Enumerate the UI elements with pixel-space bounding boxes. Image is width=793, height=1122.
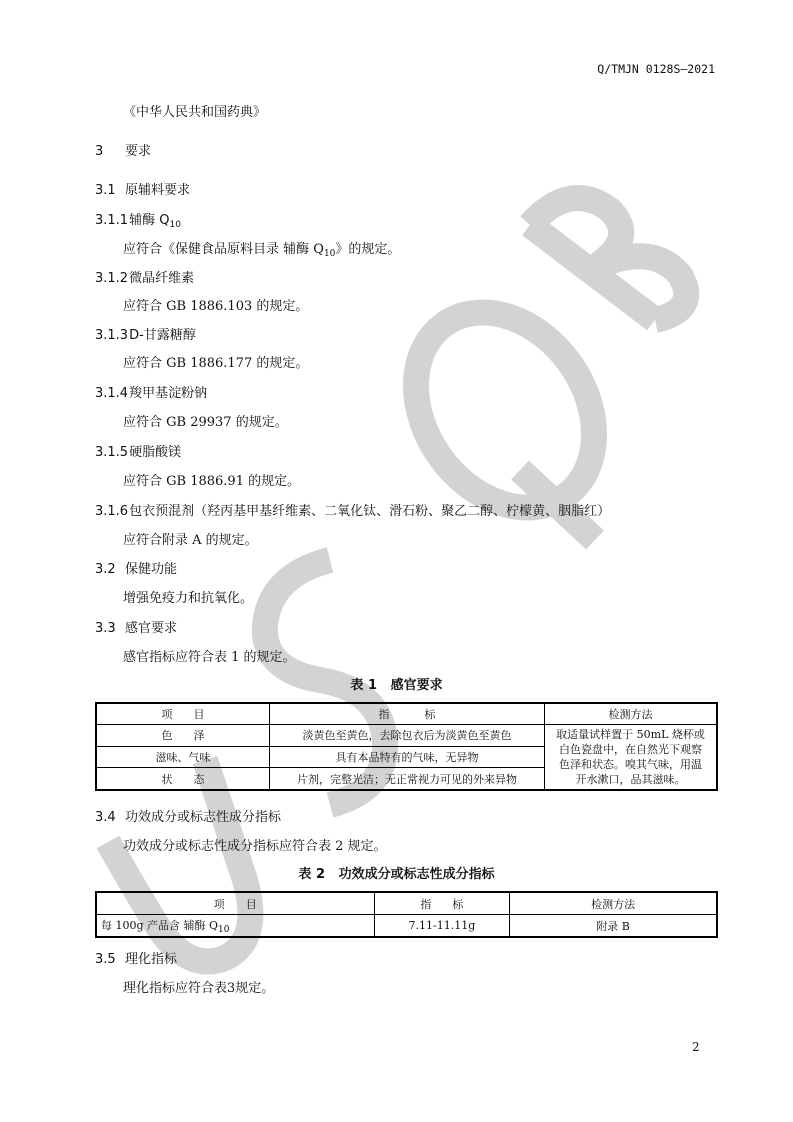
section-3-1-2-heading: 3.1.2 微晶纤维素 bbox=[95, 271, 195, 286]
intro-line: 《中华人民共和国药典》 bbox=[123, 105, 267, 120]
row-value: 片剂，完整光洁；无正常视力可见的外来异物 bbox=[269, 768, 544, 790]
section-3-1-4-text: 应符合 GB 29937 的规定。 bbox=[123, 415, 288, 430]
detection-method-cell: 取适量试样置于 50mL 烧杯或 白色瓷盘中，在自然光下观察 色泽和状态。嗅其气味，用温 开水漱口，品其滋味。 bbox=[545, 725, 717, 791]
section-3-2-text: 增强免疫力和抗氧化。 bbox=[123, 591, 254, 606]
table-row bbox=[96, 915, 717, 938]
row-item: 状 态 bbox=[96, 768, 269, 790]
section-3-2-heading: 3.2 保健功能 bbox=[95, 562, 178, 577]
section-3-5-heading: 3.5 理化指标 bbox=[95, 952, 178, 967]
table-row bbox=[96, 725, 717, 747]
row-value: 7.11-11.11g bbox=[374, 915, 510, 938]
watermark-letter-b bbox=[530, 225, 655, 320]
standard-code: Q/TMJN 0128S—2021 bbox=[597, 62, 715, 76]
page-number: 2 bbox=[692, 1040, 700, 1054]
table-1-caption: 表 1 感官要求 bbox=[350, 678, 443, 693]
column-header-method: 检测方法 bbox=[545, 703, 717, 725]
section-3-1-4-heading: 3.1.4 羧甲基淀粉钠 bbox=[95, 386, 208, 401]
section-3-1-1-heading: 3.1.1 辅酶 $Q_{10}$ bbox=[95, 213, 181, 230]
section-3-4-heading: 3.4 功效成分或标志性成分指标 bbox=[95, 810, 282, 825]
section-3-5-text: 理化指标应符合表3规定。 bbox=[123, 981, 275, 996]
row-method: 附录 B bbox=[510, 915, 717, 938]
column-header-indicator: 指 标 bbox=[374, 892, 510, 915]
column-header-indicator: 指 标 bbox=[269, 703, 544, 725]
section-3-1-1-text: 应符合《保健食品原料目录 辅酶 $Q_{10}$》的规定。 bbox=[123, 242, 401, 259]
table-header-row bbox=[96, 892, 717, 915]
section-3-4-text: 功效成分或标志性成分指标应符合表 2 规定。 bbox=[123, 839, 387, 854]
sensory-requirements-table bbox=[95, 702, 718, 791]
row-item: 每 100g 产品含 辅酶 $Q_{10}$ bbox=[96, 915, 374, 938]
section-3-1-5-text: 应符合 GB 1886.91 的规定。 bbox=[123, 474, 301, 489]
row-value: 具有本品特有的气味，无异物 bbox=[269, 746, 544, 768]
section-3-3-heading: 3.3 感官要求 bbox=[95, 621, 178, 636]
section-3-1-3-heading: 3.1.3 D-甘露糖醇 bbox=[95, 328, 196, 343]
column-header-method: 检测方法 bbox=[510, 892, 717, 915]
table-2-caption: 表 2 功效成分或标志性成分指标 bbox=[298, 867, 495, 882]
section-3-1-heading: 3.1 原辅料要求 bbox=[95, 183, 191, 198]
section-3-1-2-text: 应符合 GB 1886.103 的规定。 bbox=[123, 299, 309, 314]
row-item: 色 泽 bbox=[96, 725, 269, 747]
section-3-1-5-heading: 3.1.5 硬脂酸镁 bbox=[95, 445, 182, 460]
table-header-row bbox=[96, 703, 717, 725]
column-header-item: 项 目 bbox=[96, 703, 269, 725]
row-value: 淡黄色至黄色，去除包衣后为淡黄色至黄色 bbox=[269, 725, 544, 747]
section-3-3-text: 感官指标应符合表 1 的规定。 bbox=[123, 650, 296, 665]
functional-ingredients-table bbox=[95, 891, 718, 938]
section-3-1-6-heading: 3.1.6 包衣预混剂（羟丙基甲基纤维素、二氧化钛、滑石粉、聚乙二醇、柠檬黄、胭脂红） bbox=[95, 504, 611, 519]
column-header-item: 项 目 bbox=[96, 892, 374, 915]
section-3-1-6-text: 应符合附录 A 的规定。 bbox=[123, 533, 258, 548]
section-3-1-3-text: 应符合 GB 1886.177 的规定。 bbox=[123, 356, 309, 371]
section-3-heading: 3 要求 bbox=[95, 144, 152, 159]
row-item: 滋味、气味 bbox=[96, 746, 269, 768]
